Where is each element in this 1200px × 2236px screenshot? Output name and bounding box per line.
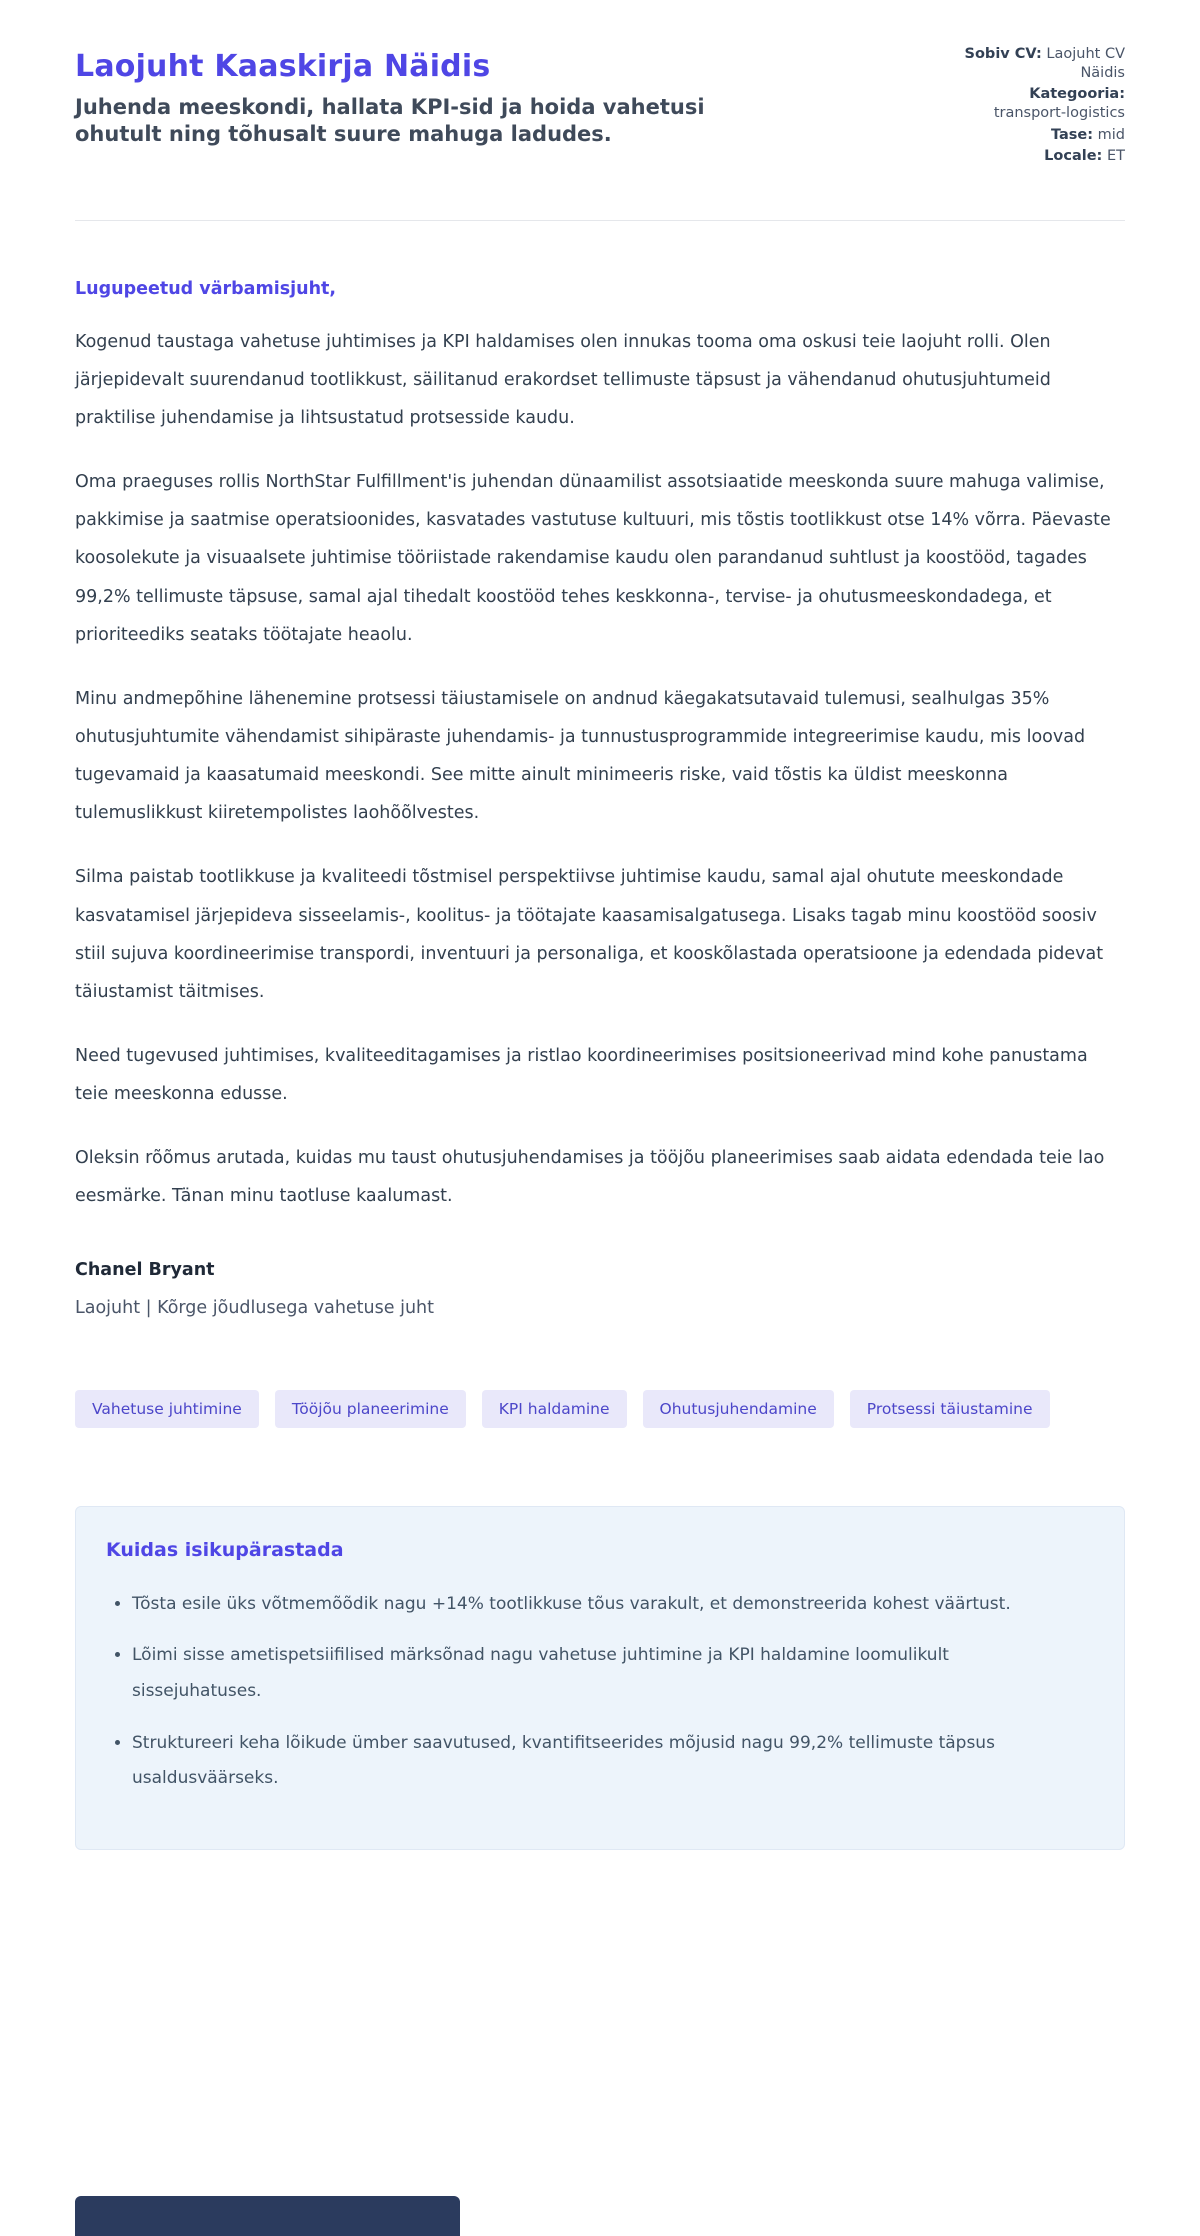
signature-name: Chanel Bryant	[75, 1259, 215, 1280]
skill-tags	[75, 1390, 1125, 1428]
letter-paragraph: Need tugevused juhtimises, kvaliteeditagamises ja ristlao koordineerimises positsioneerivad mind kohe panustama teie meeskonna edusse.	[75, 1046, 1088, 1105]
meta-level-label: Tase:	[1050, 126, 1094, 143]
meta-matching-cv-value: Laojuht CV Näidis	[1046, 46, 1125, 82]
header-titles	[75, 45, 715, 149]
letter-body	[75, 279, 1125, 1318]
skill-tag: KPI haldamine	[482, 1390, 627, 1428]
tip-item: • Lõimi sisse ametispetsiifilised märksõnad nagu vahetuse juhtimine ja KPI haldamine loomulikult sissejuhatuses.	[132, 1638, 1062, 1709]
signature-block	[75, 1260, 1125, 1318]
skill-tag: Protsessi täiustamine	[850, 1390, 1050, 1428]
header	[75, 45, 1125, 168]
skill-tag: Tööjõu planeerimine	[275, 1390, 466, 1428]
meta-category-label: Kategooria:	[1029, 86, 1125, 103]
meta-matching-cv	[960, 45, 1125, 83]
meta-locale-label: Locale:	[1044, 147, 1103, 164]
salutation: Lugupeetud värbamisjuht,	[75, 278, 337, 299]
skill-tag: Ohutusjuhendamine	[643, 1390, 834, 1428]
personalization-tips-box	[75, 1506, 1125, 1850]
letter-paragraph: Minu andmepõhine lähenemine protsessi täiustamisele on andnud käegakatsutavaid tulemusi, sealhulgas 35% ohutusjuhtumite vähendamist sihipäraste juhendamis- ja tunnustusprogrammide integreerimise kaudu, mis loovad tugevamaid ja kaasatumaid meeskondi. See mitte ainult minimeeris riske, vaid tõstis ka üldist meeskonna tulemuslikkust kiiretempolistes laohõõlvestes.	[75, 688, 1086, 824]
meta-locale	[960, 147, 1125, 166]
meta-category-value: transport-logistics	[993, 105, 1125, 122]
tip-item: • Struktureeri keha lõikude ümber saavutused, kvantifitseerides mõjusid nagu 99,2% tellimuste täpsus usaldusväärseks.	[132, 1726, 1062, 1797]
letter-paragraph: Oleksin rõõmus arutada, kuidas mu taust ohutusjuhendamises ja tööjõu planeerimises saab aidata edendada teie lao eesmärke. Tänan minu taotluse kaalumast.	[75, 1148, 1105, 1207]
meta-category	[960, 85, 1125, 123]
tips-list	[106, 1587, 1094, 1797]
meta-matching-cv-label: Sobiv CV:	[964, 46, 1042, 62]
header-divider	[75, 220, 1125, 221]
page-subtitle: Juhenda meeskondi, hallata KPI-sid ja hoida vahetusi ohutult ning tõhusalt suure mahuga ladudes.	[75, 95, 705, 147]
skill-tag: Vahetuse juhtimine	[75, 1390, 259, 1428]
tip-item: • Tõsta esile üks võtmemõõdik nagu +14% tootlikkuse tõus varakult, et demonstreerida kohest väärtust.	[132, 1587, 1062, 1623]
meta-level	[960, 126, 1125, 145]
meta-panel	[960, 45, 1125, 168]
page-title: Laojuht Kaaskirja Näidis	[75, 49, 491, 84]
footer-cta-bar[interactable]	[75, 2196, 460, 2236]
letter-paragraph: Kogenud taustaga vahetuse juhtimises ja KPI haldamises olen innukas tooma oma oskusi teie laojuht rolli. Olen järjepidevalt suurendanud tootlikkust, säilitanud erakordset tellimuste täpsust ja vähendanud ohutusjuhtumeid praktilise juhendamise ja lihtsustatud protsesside kaudu.	[75, 331, 1051, 429]
meta-locale-value: ET	[1106, 147, 1125, 164]
letter-paragraph: Oma praeguses rollis NorthStar Fulfillment'is juhendan dünaamilist assotsiaatide meeskonda suure mahuga valimise, pakkimise ja saatmise operatsioonides, kasvatades vastutuse kultuuri, mis tõstis tootlikkust otse 14% võrra. Päevaste koosolekute ja visuaalsete juhtimise tööriistade rakendamise kaudu olen parandanud suhtlust ja koostööd, tagades 99,2% tellimuste täpsuse, samal ajal tihedalt koostööd tehes keskkonna-, tervise- ja ohutusmeeskondadega, et prioriteediks seataks töötajate heaolu.	[75, 472, 1111, 645]
tips-heading: Kuidas isikupärastada	[106, 1538, 344, 1561]
signature-role: Laojuht | Kõrge jõudlusega vahetuse juht	[75, 1297, 434, 1318]
letter-paragraph: Silma paistab tootlikkuse ja kvaliteedi tõstmisel perspektiivse juhtimise kaudu, samal ajal ohutute meeskondade kasvatamisel järjepideva sisseelamis-, koolitus- ja töötajate kaasamisalgatusega. Lisaks tagab minu koostööd soosiv stiil sujuva koordineerimise transpordi, inventuuri ja personaliga, et kooskõlastada operatsioone ja edendada pidevat täiustamist täitmises.	[75, 867, 1104, 1002]
meta-level-value: mid	[1097, 126, 1125, 143]
